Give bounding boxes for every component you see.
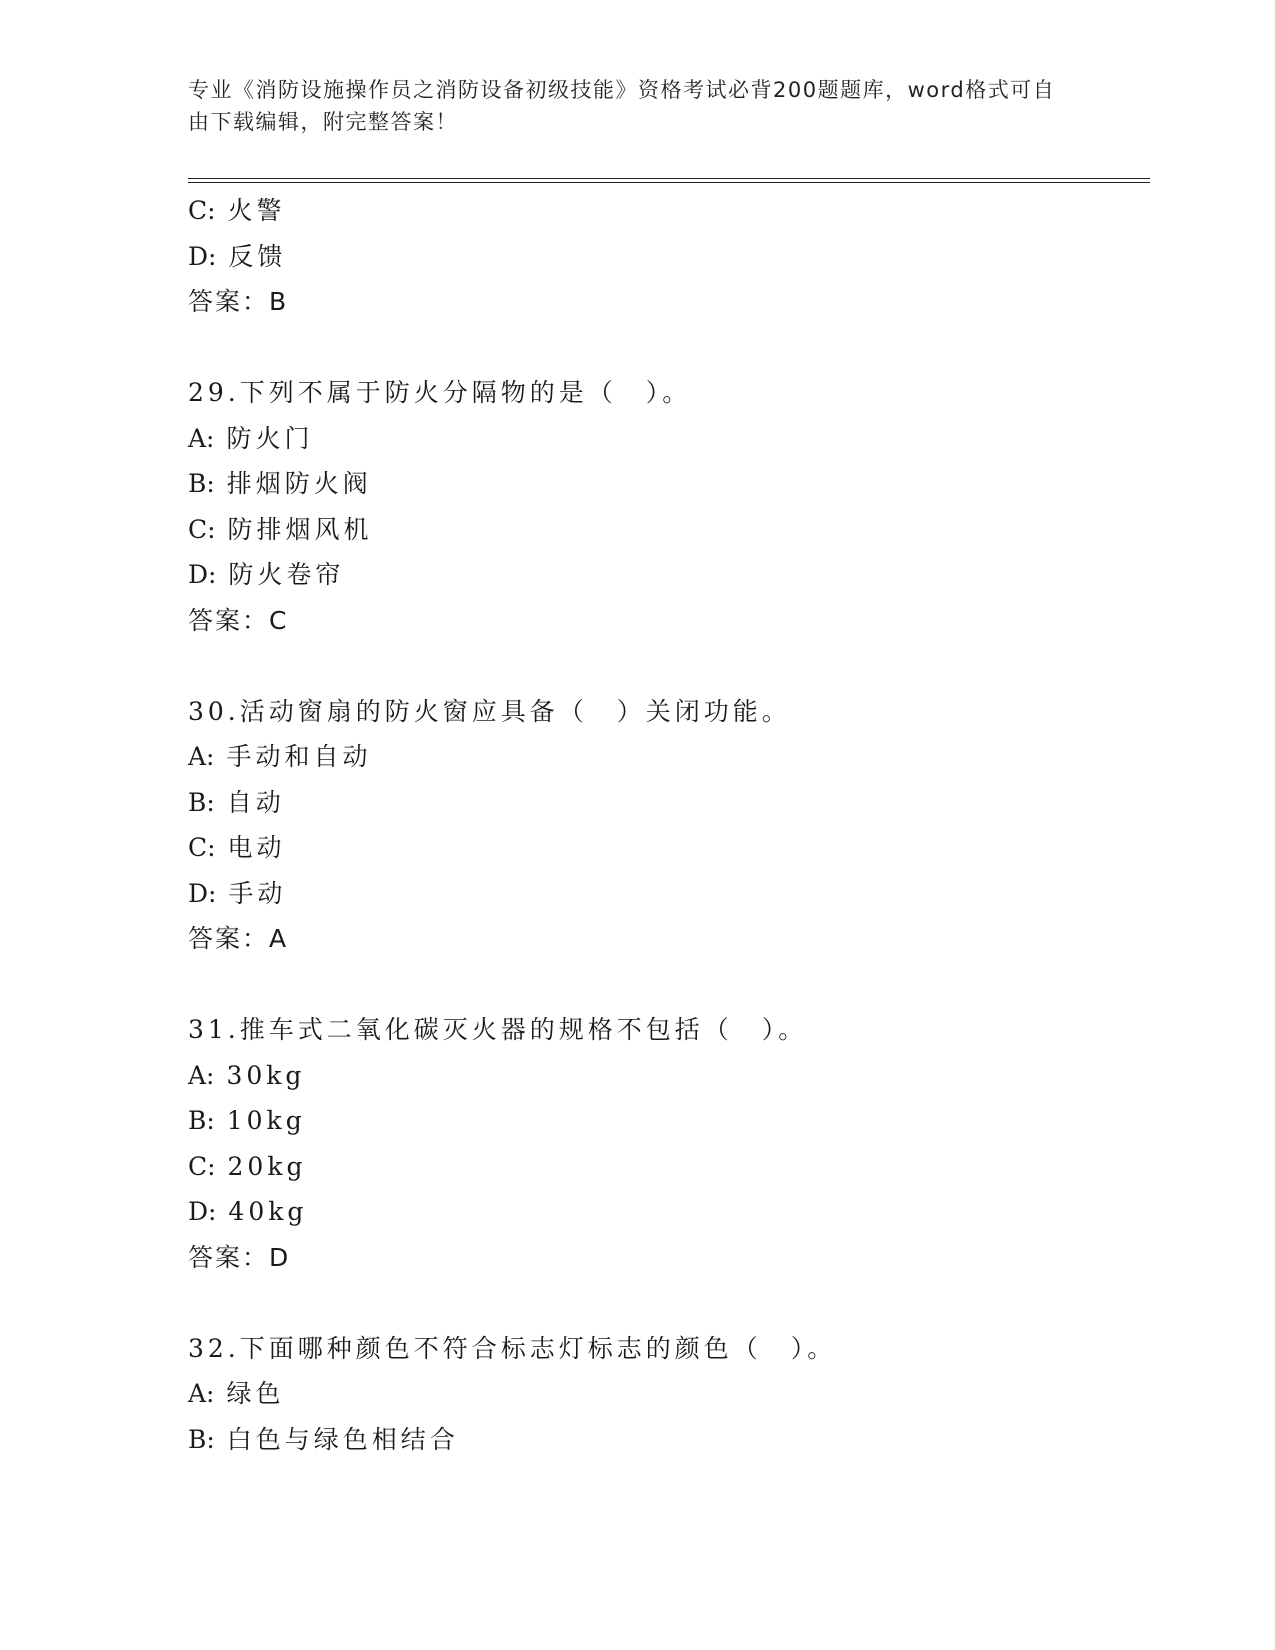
option-text: 手动和自动: [226, 742, 372, 771]
question-stem: 31.推车式二氧化碳灭火器的规格不包括（ ）。: [188, 1015, 808, 1044]
option-label: C:: [188, 196, 216, 225]
option-text: 绿色: [226, 1379, 285, 1408]
question-stem: 32.下面哪种颜色不符合标志灯标志的颜色（ ）。: [188, 1333, 837, 1363]
option-line: [188, 825, 1148, 871]
option-line: [188, 188, 1148, 234]
option-text: 电动: [227, 833, 286, 862]
option-line: [188, 234, 1148, 280]
header-rule-bottom: [188, 182, 1150, 183]
option-line: [188, 461, 1148, 507]
option-text: 防火门: [226, 423, 314, 453]
option-line: [188, 780, 1148, 826]
option-label: A:: [188, 423, 215, 453]
option-label: B:: [188, 1424, 215, 1454]
option-label: B:: [188, 469, 215, 498]
spacer: [188, 643, 1148, 689]
option-text: 30kg: [226, 1060, 306, 1090]
option-label: C:: [188, 514, 216, 544]
question-block-prev: [188, 188, 1148, 325]
option-line: [188, 871, 1148, 917]
answer-line: 答案：A: [188, 924, 289, 953]
option-text: 火警: [227, 196, 286, 225]
option-text: 手动: [228, 878, 287, 908]
option-text: 自动: [226, 787, 285, 817]
option-line: [188, 1098, 1148, 1144]
option-line: [188, 1417, 1148, 1463]
option-text: 排烟防火阀: [226, 469, 372, 498]
answer-line: 答案：D: [188, 1242, 291, 1272]
answer-line: 答案：B: [188, 287, 289, 316]
option-line: [188, 1144, 1148, 1190]
question-stem: 30.活动窗扇的防火窗应具备（ ）关闭功能。: [188, 696, 791, 726]
option-label: D:: [188, 878, 217, 908]
option-line: [188, 1189, 1148, 1235]
option-text: 40kg: [228, 1197, 308, 1226]
option-line: [188, 1053, 1148, 1099]
spacer: [188, 325, 1148, 371]
question-block-32: [188, 1326, 1148, 1463]
spacer: [188, 1280, 1148, 1326]
option-label: A:: [188, 1060, 215, 1090]
option-label: B:: [188, 1106, 215, 1135]
question-block-31: [188, 1007, 1148, 1280]
option-text: 20kg: [227, 1151, 307, 1181]
option-label: D:: [188, 560, 217, 589]
option-text: 10kg: [226, 1106, 306, 1135]
question-block-30: [188, 689, 1148, 962]
question-block-29: [188, 370, 1148, 643]
option-label: D:: [188, 1197, 217, 1226]
option-label: A:: [188, 742, 215, 771]
option-label: D:: [188, 241, 217, 271]
option-text: 反馈: [228, 241, 287, 271]
option-label: C:: [188, 833, 216, 862]
option-line: [188, 734, 1148, 780]
header-rule-top: [188, 178, 1150, 179]
option-text: 防火卷帘: [228, 560, 345, 589]
document-header: 专业《消防设施操作员之消防设备初级技能》资格考试必背200题题库，word格式可自由下载编辑，附完整答案！: [188, 78, 1056, 134]
option-text: 白色与绿色相结合: [226, 1424, 459, 1454]
option-text: 防排烟风机: [227, 514, 373, 544]
question-stem: 29.下列不属于防火分隔物的是（ ）。: [188, 378, 692, 407]
option-line: [188, 507, 1148, 553]
option-line: [188, 552, 1148, 598]
option-label: C:: [188, 1151, 216, 1181]
question-list: [188, 188, 1148, 1462]
spacer: [188, 962, 1148, 1008]
answer-line: 答案：C: [188, 605, 289, 635]
option-line: [188, 1371, 1148, 1417]
option-line: [188, 416, 1148, 462]
option-label: A:: [188, 1379, 215, 1408]
option-label: B:: [188, 787, 215, 817]
